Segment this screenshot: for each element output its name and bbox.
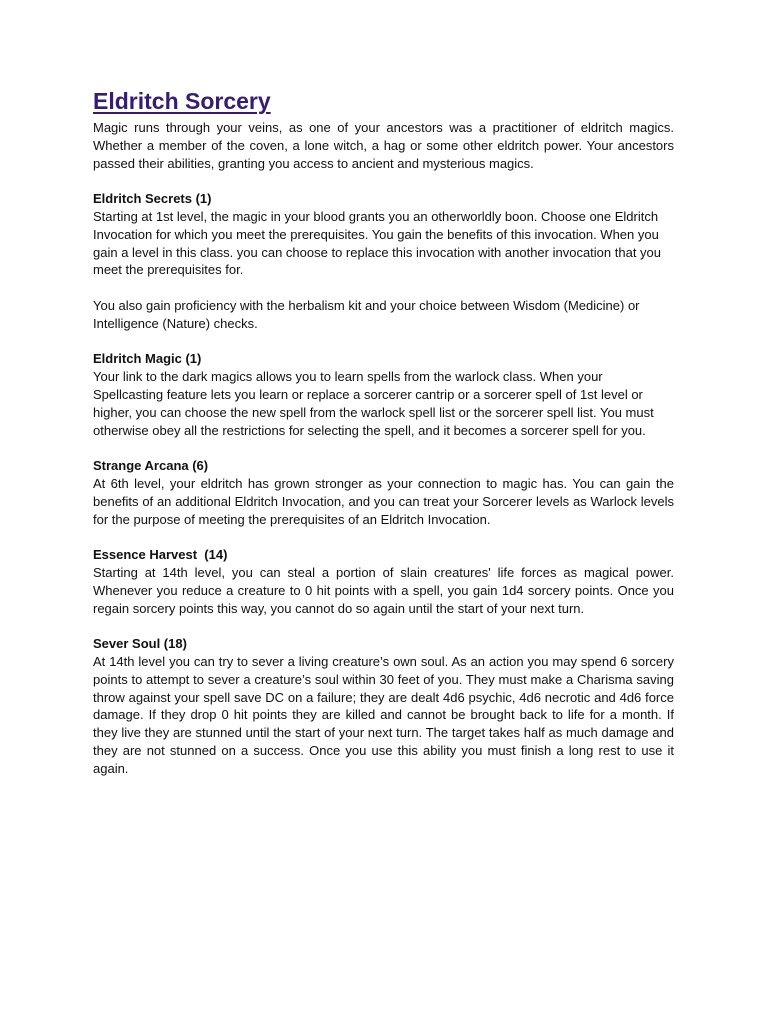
section-paragraph-sever-soul: At 14th level you can try to sever a living creature’s own soul. As an action you may spend 6 sorcery points to attempt to sever a creature’s soul within 30 feet of you. They must make a Charisma saving throw against your spell save DC on a failure; they are dealt 4d6 psychic, 4d6 necrotic and 4d6 force damage. If they drop 0 hit points they are killed and cannot be brought back to life for a month. If they live they are stunned until the start of your next turn. The target takes half as much damage and they are not stunned on a success. Once you use this ability you must finish a long rest to use it again. (93, 653, 674, 776)
spacer (93, 439, 674, 457)
spacer (93, 617, 674, 635)
spacer (93, 279, 674, 297)
section-paragraph-essence-harvest: Starting at 14th level, you can steal a portion of slain creatures' life forces as magical power. Whenever you reduce a creature to 0 hit points with a spell, you gain 1d4 sorcery points. Once you regain sorcery points this way, you cannot do so again until the start of your next turn. (93, 564, 674, 616)
document-page (93, 86, 674, 777)
section-heading-sever-soul: Sever Soul (18) (93, 636, 187, 652)
section-heading-eldritch-secrets: Eldritch Secrets (1) (93, 191, 212, 207)
section-heading-eldritch-magic: Eldritch Magic (1) (93, 351, 202, 367)
section-paragraph-eldritch-secrets: Starting at 1st level, the magic in your blood grants you an otherworldly boon. Choose one Eldritch Invocation for which you meet the prerequisites. You gain the benefits of this invocation. When you gain a level in this class. you can choose to replace this invocation with another invocation that you meet the prerequisites for. (93, 208, 662, 278)
document-title: Eldritch Sorcery (93, 88, 271, 114)
spacer (93, 528, 674, 546)
spacer (93, 172, 674, 190)
section-paragraph-strange-arcana: At 6th level, your eldritch has grown stronger as your connection to magic has. You can gain the benefits of an additional Eldritch Invocation, and you can treat your Sorcerer levels as Warlock levels for the purpose of meeting the prerequisites of an Eldritch Invocation. (93, 475, 674, 527)
intro-paragraph: Magic runs through your veins, as one of your ancestors was a practitioner of eldritch magics. Whether a member of the coven, a lone witch, a hag or some other eldritch power. Your ancestors passed their abilities, granting you access to ancient and mysterious magics. (93, 120, 674, 171)
section-paragraph-eldritch-secrets-proficiency: You also gain proficiency with the herbalism kit and your choice between Wisdom (Medicine) or Intelligence (Nature) checks. (93, 297, 640, 331)
spacer (93, 333, 674, 351)
section-heading-strange-arcana: Strange Arcana (6) (93, 458, 209, 474)
section-heading-essence-harvest: Essence Harvest (14) (93, 547, 228, 563)
section-paragraph-eldritch-magic: Your link to the dark magics allows you to learn spells from the warlock class. When your Spellcasting feature lets you learn or replace a sorcerer cantrip or a sorcerer spell of 1st level or higher, you can choose the new spell from the warlock spell list or the sorcerer spell list. You must otherwise obey all the restrictions for selecting the spell, and it becomes a sorcerer spell for you. (93, 369, 654, 438)
